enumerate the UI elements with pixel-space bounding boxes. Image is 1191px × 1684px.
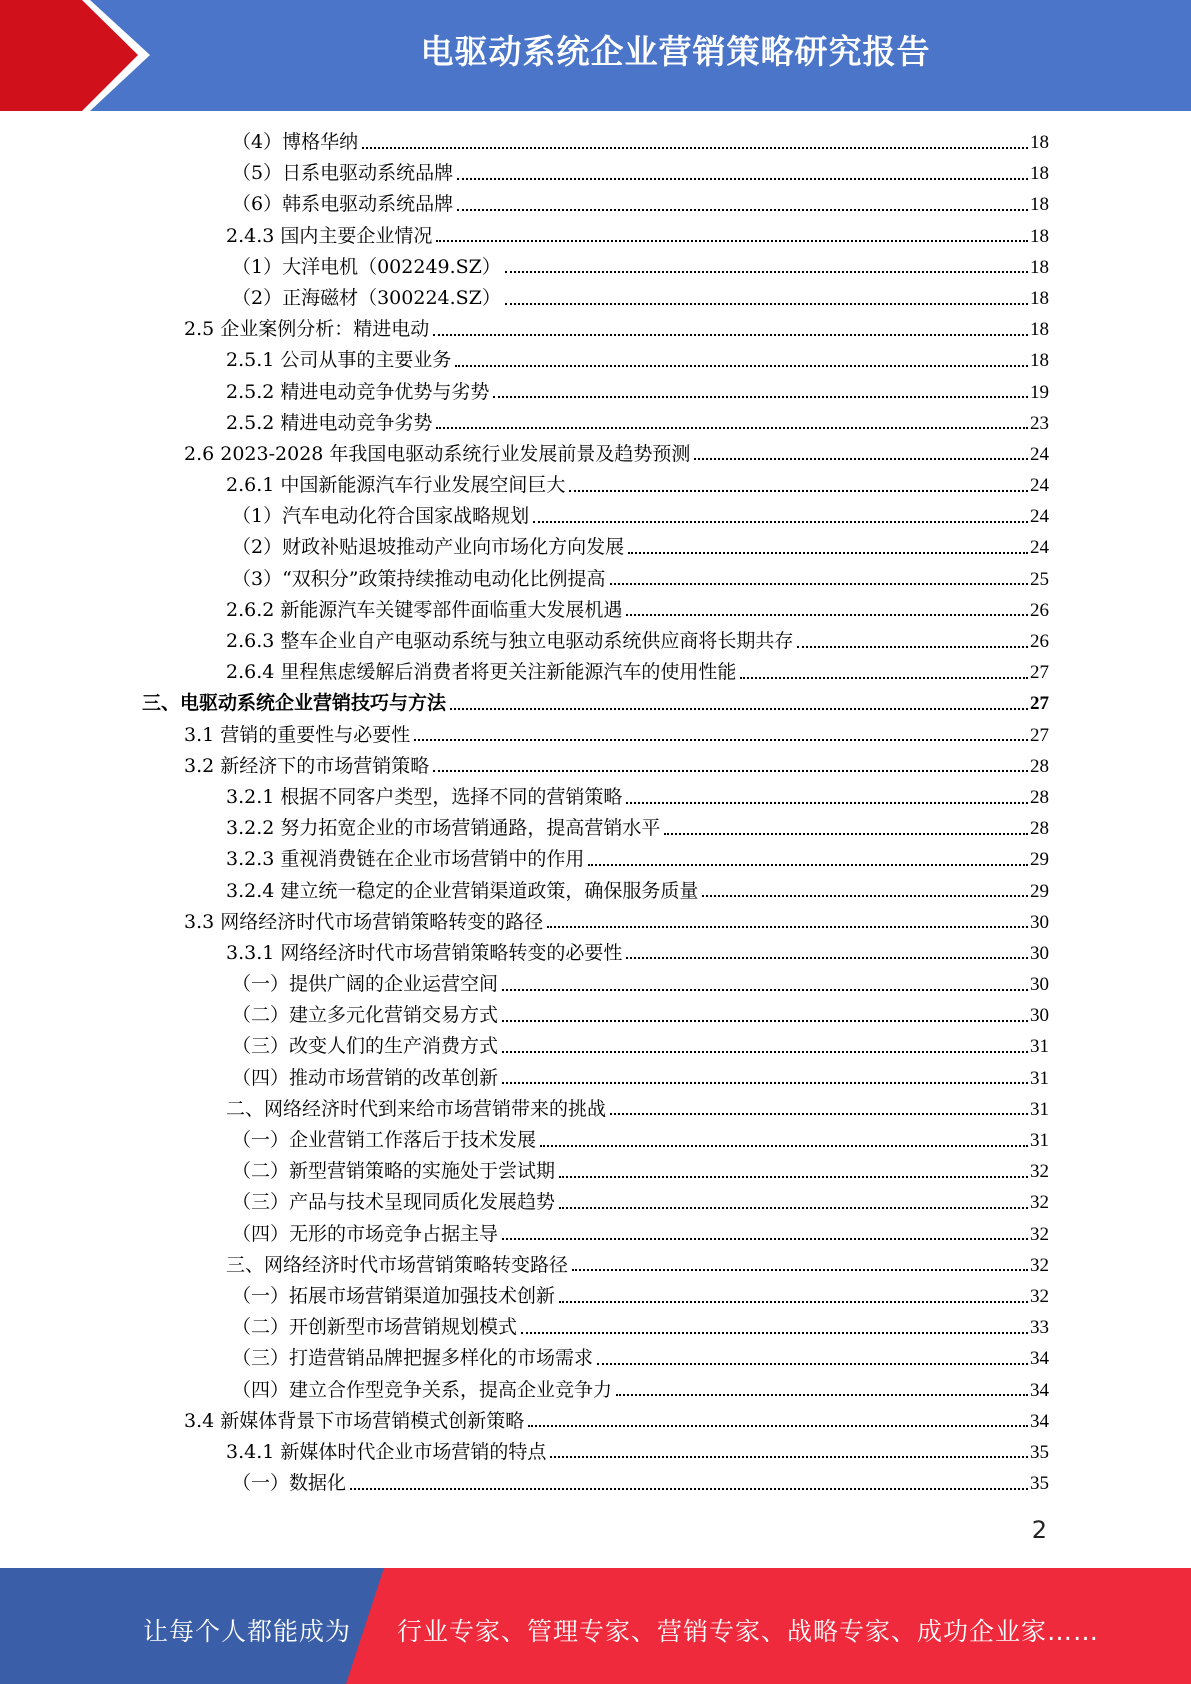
toc-entry-title: 3.2 新经济下的市场营销策略 (184, 754, 430, 777)
toc-entry-title: 3.1 营销的重要性与必要性 (184, 723, 411, 746)
toc-dot-leader (664, 833, 1028, 835)
toc-dot-leader (559, 1176, 1028, 1178)
toc-entry[interactable] (0, 844, 1049, 875)
toc-entry[interactable] (0, 1031, 1049, 1062)
toc-dot-leader (626, 614, 1028, 616)
toc-entry[interactable] (0, 314, 1049, 345)
toc-entry-page: 29 (1030, 849, 1049, 871)
toc-entry-title: 2.6.2 新能源汽车关键零部件面临重大发展机遇 (226, 598, 623, 621)
toc-entry-title: 3.2.1 根据不同客户类型，选择不同的营销策略 (226, 785, 623, 808)
toc-entry[interactable] (0, 501, 1049, 532)
toc-entry[interactable] (0, 969, 1049, 1000)
toc-entry-page: 18 (1030, 163, 1049, 185)
toc-entry-page: 25 (1030, 568, 1049, 590)
toc-dot-leader (362, 147, 1028, 149)
toc-dot-leader (547, 926, 1028, 928)
toc-dot-leader (694, 458, 1028, 460)
toc-entry-title: 2.5.2 精进电动竞争优势与劣势 (226, 380, 490, 403)
toc-entry[interactable] (0, 876, 1049, 907)
toc-dot-leader (436, 240, 1028, 242)
header-arrow-decoration (0, 0, 160, 111)
toc-entry[interactable] (0, 782, 1049, 813)
toc-entry-page: 32 (1030, 1254, 1049, 1276)
toc-entry-title: 二、网络经济时代到来给市场营销带来的挑战 (226, 1097, 607, 1120)
toc-entry-title: 3.2.3 重视消费链在企业市场营销中的作用 (226, 848, 585, 871)
toc-dot-leader (550, 1456, 1028, 1458)
toc-entry[interactable] (0, 751, 1049, 782)
toc-entry-page: 29 (1030, 880, 1049, 902)
toc-entry-page: 19 (1030, 381, 1049, 403)
page-footer (0, 1568, 1191, 1684)
toc-entry[interactable] (0, 1343, 1049, 1374)
toc-entry-page: 18 (1030, 132, 1049, 153)
toc-entry-page: 18 (1030, 287, 1049, 309)
toc-entry-title: （四）无形的市场竞争占据主导 (232, 1222, 499, 1245)
toc-dot-leader (588, 864, 1028, 866)
toc-entry-page: 31 (1030, 1067, 1049, 1089)
toc-entry-page: 34 (1030, 1348, 1049, 1370)
toc-entry[interactable] (0, 657, 1049, 688)
toc-entry-title: 3.2.2 努力拓宽企业的市场营销通路，提高营销水平 (226, 817, 661, 840)
toc-entry-page: 30 (1030, 942, 1049, 964)
toc-entry-title: 3.3 网络经济时代市场营销策略转变的路径 (184, 910, 544, 933)
toc-dot-leader (559, 1301, 1028, 1303)
toc-entry[interactable] (0, 1063, 1049, 1094)
toc-dot-leader (414, 739, 1028, 741)
toc-entry[interactable] (0, 1312, 1049, 1343)
toc-dot-leader (533, 521, 1028, 523)
toc-entry-page: 30 (1030, 911, 1049, 933)
toc-entry[interactable] (0, 1156, 1049, 1187)
toc-entry-page: 35 (1030, 1473, 1049, 1495)
toc-entry-title: （1）汽车电动化符合国家战略规划 (232, 505, 530, 528)
toc-dot-leader (740, 677, 1028, 679)
table-of-contents (0, 127, 1191, 1499)
toc-entry-title: （4）博格华纳 (232, 131, 359, 153)
toc-entry-title: （二）开创新型市场营销规划模式 (232, 1316, 518, 1339)
toc-entry[interactable] (0, 1375, 1049, 1406)
toc-dot-leader (528, 1425, 1028, 1427)
toc-entry-title: （3）“双积分”政策持续推动电动化比例提高 (232, 567, 606, 590)
toc-dot-leader (502, 1238, 1028, 1240)
toc-dot-leader (505, 271, 1028, 273)
toc-entry-title: 3.2.4 建立统一稳定的企业营销渠道政策，确保服务质量 (226, 879, 699, 902)
toc-entry[interactable] (0, 720, 1049, 751)
toc-entry[interactable] (0, 907, 1049, 938)
toc-entry[interactable] (0, 1281, 1049, 1312)
toc-entry-title: 2.5.2 精进电动竞争劣势 (226, 411, 433, 434)
toc-entry-page: 33 (1030, 1317, 1049, 1339)
toc-entry-page: 18 (1030, 225, 1049, 247)
toc-entry[interactable] (0, 1187, 1049, 1218)
toc-dot-leader (455, 365, 1028, 367)
toc-dot-leader (597, 1363, 1028, 1365)
toc-entry-page: 34 (1030, 1379, 1049, 1401)
toc-entry[interactable] (0, 1437, 1049, 1468)
toc-entry[interactable] (0, 345, 1049, 376)
toc-entry-page: 31 (1030, 1098, 1049, 1120)
toc-entry[interactable] (0, 283, 1049, 314)
toc-entry-page: 28 (1030, 786, 1049, 808)
toc-entry[interactable] (0, 938, 1049, 969)
toc-entry[interactable] (0, 1250, 1049, 1281)
toc-dot-leader (559, 1207, 1028, 1209)
toc-entry[interactable] (0, 377, 1049, 408)
toc-dot-leader (436, 427, 1028, 429)
toc-entry-title: （三）产品与技术呈现同质化发展趋势 (232, 1191, 556, 1214)
toc-entry-page: 27 (1030, 693, 1049, 715)
toc-entry-page: 24 (1030, 475, 1049, 497)
toc-entry[interactable] (0, 813, 1049, 844)
toc-entry[interactable] (0, 532, 1049, 563)
toc-entry-page: 18 (1030, 194, 1049, 216)
toc-entry-page: 32 (1030, 1285, 1049, 1307)
toc-entry-title: （四）推动市场营销的改革创新 (232, 1066, 499, 1089)
toc-dot-leader (502, 1051, 1028, 1053)
toc-entry-page: 18 (1030, 350, 1049, 372)
toc-entry-title: 3.4 新媒体背景下市场营销模式创新策略 (184, 1409, 525, 1432)
toc-entry-title: （一）数据化 (232, 1472, 347, 1495)
toc-entry-title: （三）打造营销品牌把握多样化的市场需求 (232, 1347, 594, 1370)
toc-entry-title: （二）建立多元化营销交易方式 (232, 1004, 499, 1027)
page-header (0, 0, 1191, 111)
toc-dot-leader (457, 209, 1028, 211)
toc-entry-title: 3.3.1 网络经济时代市场营销策略转变的必要性 (226, 941, 623, 964)
toc-entry-page: 32 (1030, 1223, 1049, 1245)
toc-entry-title: （1）大洋电机（002249.SZ） (232, 255, 501, 278)
toc-dot-leader (521, 1332, 1028, 1334)
toc-entry-page: 26 (1030, 599, 1049, 621)
toc-entry[interactable] (0, 564, 1049, 595)
toc-entry[interactable] (0, 439, 1049, 470)
toc-entry-page: 27 (1030, 724, 1049, 746)
toc-dot-leader (616, 1394, 1028, 1396)
toc-entry[interactable] (0, 408, 1049, 439)
toc-dot-leader (626, 802, 1028, 804)
toc-entry[interactable] (0, 1406, 1049, 1437)
toc-entry-page: 28 (1030, 818, 1049, 840)
toc-entry-title: 2.4.3 国内主要企业情况 (226, 224, 433, 247)
toc-dot-leader (433, 770, 1028, 772)
toc-entry[interactable] (0, 158, 1049, 189)
toc-entry-page: 30 (1030, 1005, 1049, 1027)
toc-dot-leader (702, 895, 1028, 897)
toc-dot-leader (505, 303, 1028, 305)
toc-entry-title: 2.5.1 公司从事的主要业务 (226, 349, 452, 372)
toc-entry-title: 2.6.3 整车企业自产电驱动系统与独立电驱动系统供应商将长期共存 (226, 630, 794, 652)
toc-entry-title: （二）新型营销策略的实施处于尝试期 (232, 1160, 556, 1183)
toc-entry-page: 24 (1030, 537, 1049, 559)
toc-dot-leader (569, 490, 1028, 492)
toc-entry-page: 18 (1030, 256, 1049, 278)
toc-entry-page: 34 (1030, 1410, 1049, 1432)
toc-dot-leader (502, 1020, 1028, 1022)
toc-dot-leader (502, 1082, 1028, 1084)
toc-entry-page: 24 (1030, 506, 1049, 528)
toc-dot-leader (628, 552, 1028, 554)
toc-entry[interactable] (0, 1094, 1049, 1125)
toc-entry-title: （5）日系电驱动系统品牌 (232, 162, 454, 185)
footer-slogan-left: 让每个人都能成为 (143, 1617, 352, 1646)
toc-dot-leader (493, 396, 1028, 398)
toc-entry-page: 32 (1030, 1161, 1049, 1183)
toc-entry[interactable] (0, 688, 1049, 719)
toc-entry-page: 26 (1030, 631, 1049, 652)
toc-entry[interactable] (0, 1000, 1049, 1031)
toc-dot-leader (610, 1113, 1028, 1115)
toc-entry[interactable] (0, 221, 1049, 252)
toc-entry-title: 2.5 企业案例分析：精进电动 (184, 318, 430, 341)
toc-entry[interactable] (0, 1125, 1049, 1156)
toc-dot-leader (502, 989, 1028, 991)
toc-entry[interactable] (0, 127, 1049, 158)
toc-entry-title: （一）拓展市场营销渠道加强技术创新 (232, 1284, 556, 1307)
toc-entry-title: （2）财政补贴退坡推动产业向市场化方向发展 (232, 536, 625, 559)
toc-entry-title: （三）改变人们的生产消费方式 (232, 1035, 499, 1058)
document-title: 电驱动系统企业营销策略研究报告 (420, 32, 931, 71)
toc-dot-leader (457, 178, 1028, 180)
toc-entry-page: 24 (1030, 443, 1049, 465)
toc-entry[interactable] (0, 595, 1049, 626)
toc-dot-leader (350, 1488, 1028, 1490)
toc-entry-title: （2）正海磁材（300224.SZ） (232, 286, 501, 309)
toc-entry-page: 23 (1030, 412, 1049, 434)
toc-entry[interactable] (0, 252, 1049, 283)
toc-entry-title: 2.6 2023-2028 年我国电驱动系统行业发展前景及趋势预测 (184, 442, 691, 465)
footer-slogan-right: 行业专家、管理专家、营销专家、战略专家、成功企业家…… (397, 1617, 1100, 1646)
toc-entry-title: （一）企业营销工作落后于技术发展 (232, 1129, 537, 1151)
toc-entry-title: 3.4.1 新媒体时代企业市场营销的特点 (226, 1440, 547, 1463)
toc-dot-leader (626, 957, 1028, 959)
toc-dot-leader (540, 1145, 1028, 1147)
toc-dot-leader (450, 708, 1028, 710)
toc-entry[interactable] (0, 626, 1049, 657)
page-number: 2 (1031, 1516, 1047, 1544)
toc-dot-leader (610, 583, 1028, 585)
toc-entry-title: （一）提供广阔的企业运营空间 (232, 973, 499, 996)
toc-dot-leader (797, 646, 1028, 648)
toc-entry-title: 三、电驱动系统企业营销技巧与方法 (142, 692, 447, 715)
toc-entry-title: 2.6.1 中国新能源汽车行业发展空间巨大 (226, 474, 566, 497)
toc-entry-page: 28 (1030, 755, 1049, 777)
toc-entry-page: 32 (1030, 1192, 1049, 1214)
toc-entry[interactable] (0, 1468, 1049, 1499)
toc-entry-page: 31 (1030, 1130, 1049, 1151)
toc-dot-leader (572, 1269, 1028, 1271)
toc-entry-title: （6）韩系电驱动系统品牌 (232, 193, 454, 216)
toc-entry-page: 30 (1030, 974, 1049, 996)
toc-entry-title: 2.6.4 里程焦虑缓解后消费者将更关注新能源汽车的使用性能 (226, 661, 737, 684)
toc-entry[interactable] (0, 470, 1049, 501)
toc-entry-page: 31 (1030, 1036, 1049, 1058)
toc-entry[interactable] (0, 1219, 1049, 1250)
toc-dot-leader (433, 334, 1028, 336)
toc-entry[interactable] (0, 189, 1049, 220)
toc-entry-title: 三、网络经济时代市场营销策略转变路径 (226, 1253, 569, 1276)
toc-entry-page: 27 (1030, 662, 1049, 684)
toc-entry-title: （四）建立合作型竞争关系，提高企业竞争力 (232, 1378, 613, 1401)
toc-entry-page: 18 (1030, 319, 1049, 341)
toc-entry-page: 35 (1030, 1441, 1049, 1463)
